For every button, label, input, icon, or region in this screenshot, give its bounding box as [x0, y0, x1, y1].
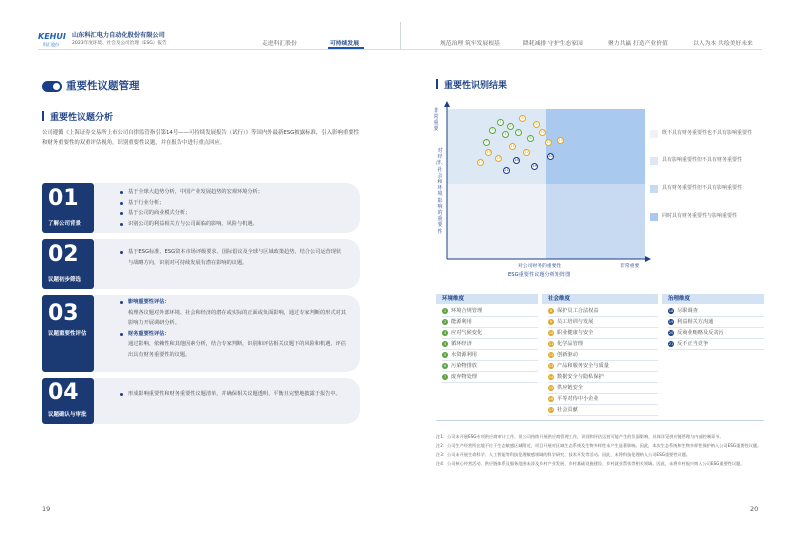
step-label: 了解公司背景 [48, 221, 82, 227]
right-section-title: 重要性识别结果 [444, 81, 508, 91]
topic-label: 职业健康与安全 [557, 330, 594, 336]
table-row [548, 372, 658, 382]
materiality-matrix [447, 109, 645, 259]
matrix-point: 11 [510, 144, 515, 148]
row-divider [548, 415, 658, 416]
topic-number-badge: 16 [548, 397, 554, 401]
table-row [668, 317, 764, 327]
footnotes [436, 434, 764, 470]
step-label: 议题确认与审批 [48, 412, 87, 418]
matrix-point: 10 [540, 130, 545, 134]
topic-number-badge: 9 [549, 320, 553, 324]
topic-label: 利益相关方沟通 [677, 319, 714, 325]
topic-label: 产品和服务安全与质量 [557, 363, 609, 369]
section-subtitle: 重要性议题分析 [50, 113, 114, 123]
topic-label: 员工培训与发展 [557, 319, 594, 325]
table-row [442, 317, 538, 327]
topic-label: 应对气候变化 [451, 330, 483, 336]
topic-label: 循环经济 [451, 341, 472, 347]
matrix-point: 8 [519, 115, 526, 122]
legend-swatch [650, 213, 658, 221]
matrix-point: 12 [524, 150, 529, 154]
matrix-point: 3 [489, 127, 496, 134]
topic-label: 废弃物处理 [451, 374, 477, 380]
topic-number-badge: 5 [443, 353, 447, 357]
topic-number-badge: 20 [668, 331, 674, 335]
matrix-point: 2 [507, 123, 514, 130]
matrix-point: 16 [486, 150, 491, 154]
assessment-text: 梳理各议题对外部环境、社会和经济的潜在或实际的正面或负面影响，通过专家判断的形式对其影响力开展调研分析。 [128, 309, 346, 326]
table-row [548, 361, 658, 371]
matrix-point: 13 [546, 140, 551, 144]
footnote: 注2：公司生产经营所在地不位于生态敏感区域附近，项目开展对区域生态系统及生物多样性未产生显著影响。因此，本次生态系统和生物多样性保护纳入公司ESG重要性议题。 [436, 443, 762, 448]
matrix-point: 1 [497, 119, 504, 126]
table-row [548, 383, 658, 393]
topic-number-badge: 1 [443, 309, 447, 313]
table-row [668, 339, 764, 349]
step-number: 02 [48, 242, 79, 267]
topic-number-badge: 4 [443, 342, 447, 346]
table-row [442, 350, 538, 360]
table-row [442, 339, 538, 349]
topic-label: 保护员工合法权益 [557, 308, 599, 314]
table-row [442, 306, 538, 316]
row-divider [668, 349, 764, 350]
legend-swatch [650, 130, 658, 138]
topic-label: 反商业贿赂及反贪污 [677, 330, 724, 336]
topic-number-badge: 21 [668, 342, 674, 346]
table-row [548, 394, 658, 404]
table-row [442, 372, 538, 382]
logo-sub: 科汇股份 [43, 42, 59, 47]
legend-swatch [650, 185, 658, 193]
nav-item-sustainability[interactable]: 可持续发展 [330, 41, 359, 47]
nav-item-people[interactable]: 以人为本 共绘美好未来 [693, 41, 753, 47]
list-item: 基于全球大趋势分析，中国产业发展趋势的宏观环境分析； [120, 187, 350, 198]
topic-number-badge: 14 [548, 375, 554, 379]
step-label: 议题重要性评估 [48, 331, 87, 337]
legend-label: 同时具有财务重要性与影响重要性 [662, 213, 738, 219]
nav-item-governance[interactable]: 规范治理 筑牢发展根基 [440, 41, 500, 47]
footnote: 注4：公司核心经营活动、供应链体系及服务范围未涉及乡村产业发展、乡村基础设施建设、乡村就业帮扶等相关领域。因此，未将乡村振兴纳入公司ESG重要性议题。 [436, 461, 745, 466]
logo-text: KEHUI [38, 32, 66, 41]
report-name: 2023年度环境、社会及公司治理（ESG）报告 [72, 41, 167, 46]
topic-number-badge: 6 [443, 364, 447, 368]
table-row [442, 328, 538, 338]
social-column [548, 306, 658, 416]
legend-label: 既不具有财务重要性也不具有影响重要性 [662, 130, 753, 136]
topic-number-badge: 11 [548, 342, 554, 346]
topic-number-badge: 10 [548, 331, 554, 335]
topic-number-badge: 19 [668, 320, 674, 324]
step-content-04 [94, 378, 360, 424]
table-row [548, 317, 658, 327]
row-divider [442, 382, 538, 383]
page-header [0, 0, 800, 58]
topic-number-badge: 15 [548, 386, 554, 390]
matrix-point: 14 [558, 138, 563, 142]
matrix-point: 18 [514, 158, 519, 162]
matrix-axes [441, 101, 651, 266]
step-card-02 [42, 239, 94, 289]
list-item: 识别公司的利益相关方与公司面临的影响、风险与机遇。 [120, 219, 350, 230]
intro-paragraph: 公司遵循《上海证券交易所上市公司自律监管指引第14号——可持续发展报告（试行）》等国内外最新ESG披露标准，引入影响重要性和财务重要性的双重评估视角，识别重要性议题，并在报告中进行重点回应。 [42, 130, 360, 146]
matrix-point: 17 [478, 160, 483, 164]
list-item: 形成影响重要性和财务重要性议题清单，并确保相关议题透明、平衡且完整地披露于报告中。 [120, 389, 346, 400]
matrix-point: 19 [532, 164, 537, 168]
governance-column [668, 306, 764, 350]
assessment-title: 影响重要性评估： [120, 297, 346, 308]
topic-label: 反不正当竞争 [677, 341, 709, 347]
nav-item-about[interactable]: 走进科汇股份 [262, 41, 297, 47]
section-title: 重要性议题管理 [66, 80, 140, 92]
topic-label: 化学品管理 [557, 341, 583, 347]
topic-number-badge: 3 [443, 331, 447, 335]
topic-number-badge: 2 [443, 320, 447, 324]
matrix-point: 9 [533, 121, 540, 128]
matrix-point: 7 [483, 139, 490, 146]
step-card-03 [42, 295, 94, 372]
matrix-point: 4 [502, 131, 509, 138]
table-row [548, 350, 658, 360]
subtitle-bar-icon [42, 111, 44, 121]
toggle-icon [42, 81, 62, 92]
nav-item-industry[interactable]: 聚力共赢 打造产业价值 [608, 41, 668, 47]
table-header-governance: 治理维度 [662, 294, 764, 304]
topic-number-badge: 8 [549, 309, 553, 313]
table-bottom-rule [436, 420, 764, 421]
company-logo [38, 30, 68, 48]
nav-item-environment[interactable]: 降耗减排 守护生态家园 [523, 41, 583, 47]
topic-number-badge: 13 [548, 364, 554, 368]
title-bar-icon [436, 79, 438, 89]
topic-number-badge: 17 [548, 408, 554, 412]
matrix-point: 21 [504, 168, 509, 172]
company-name: 山东科汇电力自动化股份有限公司 [72, 32, 165, 39]
chart-title: ESG重要性议题分析矩阵图 [508, 272, 571, 278]
legend-label: 具有影响重要性但不具有财务重要性 [662, 157, 743, 163]
table-row [668, 328, 764, 338]
assessment-text: 通过影响、依赖性和其他因素分析，结合专家判断，识别和评估相关议题下的风险和机遇，评估出具有财务重要性的议题。 [128, 341, 346, 358]
list-item: 基于行业分析； [120, 198, 350, 209]
step-number: 04 [48, 380, 79, 405]
header-divider [400, 22, 401, 49]
topic-number-badge: 7 [443, 375, 447, 379]
matrix-point: 6 [527, 135, 534, 142]
table-row [442, 361, 538, 371]
step-number: 03 [48, 301, 79, 326]
y-axis-top-label: 非常重要 [433, 108, 439, 132]
topic-number-badge: 12 [548, 353, 554, 357]
table-row [548, 339, 658, 349]
table-row [548, 405, 658, 415]
topic-label: 环境合规管理 [451, 308, 483, 314]
y-axis-label: 对经济、社会和环境影响的重要性 [436, 148, 447, 235]
assessment-title: 财务重要性评估： [120, 329, 346, 340]
matrix-point: 15 [496, 156, 501, 160]
step-label: 议题初步筛选 [48, 277, 82, 283]
table-row [548, 328, 658, 338]
footnote: 注3：公司未开展生命科学、人工智能等科技伦理敏感领域的科学研究、技术开发等活动。因此，未将科技伦理纳入公司ESG重要性议题。 [436, 452, 691, 457]
step-content-02 [94, 239, 360, 289]
page-number-left: 19 [42, 505, 51, 513]
table-row [668, 306, 764, 316]
legend-swatch [650, 157, 658, 165]
environment-column [442, 306, 538, 383]
table-header-environment: 环境维度 [436, 294, 538, 304]
table-row [548, 306, 658, 316]
header-rule [38, 49, 762, 50]
topic-label: 数据安全与隐私保护 [557, 374, 604, 380]
table-header-social: 社会维度 [542, 294, 658, 304]
matrix-point: 20 [548, 154, 553, 158]
topic-label: 创新驱动 [557, 352, 578, 358]
topic-label: 尽职调查 [677, 308, 698, 314]
topic-number-badge: 18 [668, 309, 674, 313]
step-card-01 [42, 183, 94, 233]
topic-label: 平等对待中小企业 [557, 396, 599, 402]
step-number: 01 [48, 186, 79, 211]
step-content-01 [94, 183, 360, 233]
x-axis-right-label: 非常重要 [620, 264, 640, 269]
legend-label: 具有财务重要性但不具有影响重要性 [662, 185, 743, 191]
topic-label: 社会贡献 [557, 407, 578, 413]
topic-label: 能源利用 [451, 319, 472, 325]
list-item: 基于ESG标准、ESG资本市场评级要求、国际倡议及全球与区域政策趋势，结合公司运营现状与战略方向，识别对可持续发展有潜在影响的议题。 [120, 247, 346, 268]
topic-label: 供应链安全 [557, 385, 583, 391]
topic-label: 水资源利用 [451, 352, 477, 358]
page-number-right: 20 [750, 505, 759, 513]
footnote: 注1：公司未开展ESG专项供应商审计工作，但公司持续开展供应商管理工作，识别和评估运营可能产生的负面影响，具体详见供应链管理与内部控制章节。 [436, 434, 724, 439]
step-content-03 [94, 295, 360, 372]
x-axis-mid-label: 对公司财务的重要性 [518, 264, 562, 269]
step-card-04 [42, 378, 94, 424]
topic-label: 污染物排放 [451, 363, 477, 369]
list-item: 基于公司的商业模式分析； [120, 208, 350, 219]
matrix-point: 5 [515, 129, 522, 136]
